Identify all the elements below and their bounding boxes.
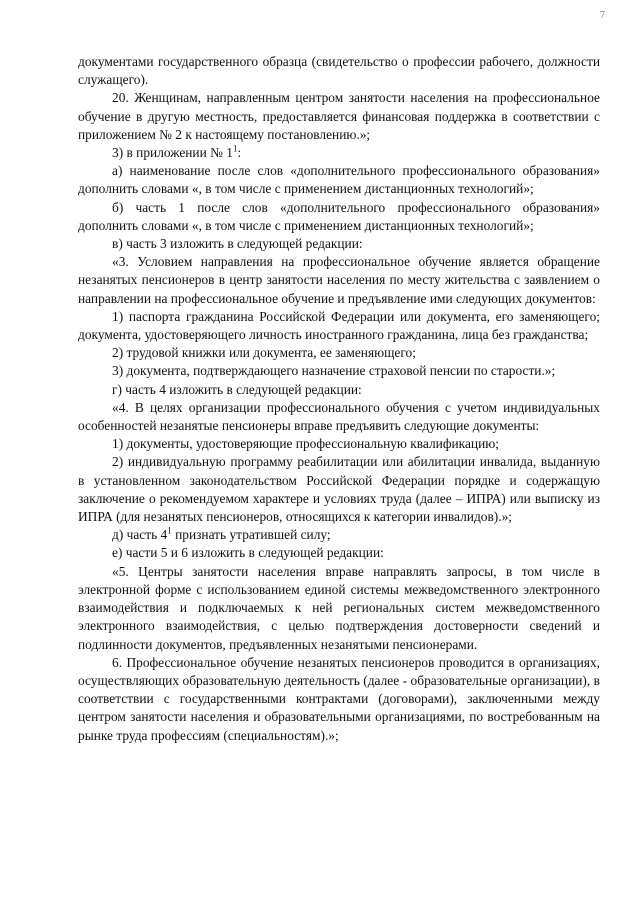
- footnote-superscript: 1: [167, 525, 172, 536]
- paragraph-item-a: а) наименование после слов «дополнительного профессионального образования» дополнить словами «, в том числе с применением дистанционных технологий»;: [78, 163, 600, 197]
- appendix-colon: :: [237, 145, 242, 161]
- page-corner-mark: 7: [600, 10, 605, 21]
- paragraph-doc-3: 3) документа, подтверждающего назначение страховой пенсии по старости.»;: [112, 363, 556, 379]
- paragraph-20: 20. Женщинам, направленным центром занятости населения на профессиональное обучение в другую местность, предоставляется финансовая поддержка в соответствии с приложением № 2 к настоящему постановлению.»;: [78, 90, 600, 142]
- paragraph-item-b: б) часть 1 после слов «дополнительного профессионального образования» дополнить словами «, в том числе с применением дистанционных технологий»;: [78, 199, 600, 233]
- paragraph-appendix-1: [78, 144, 600, 162]
- paragraph-item-g: г) часть 4 изложить в следующей редакции:: [112, 381, 362, 397]
- paragraph-part-6: 6. Профессиональное обучение незанятых пенсионеров проводится в организациях, осуществляющих образовательную деятельность (далее - образовательные организации), в соответствии с государственными контрактами (договорами), заключенными между центром занятости населения и образовательными организациями, по востребованным на рынке труда профессиям (специальностям).»;: [78, 654, 600, 743]
- paragraph-item-v: в) часть 3 изложить в следующей редакции:: [112, 236, 363, 252]
- paragraph-continuation: документами государственного образца (свидетельство о профессии рабочего, должности служащего).: [78, 54, 600, 88]
- footnote-superscript: 1: [232, 143, 238, 154]
- paragraph-part-5: «5. Центры занятости населения вправе направлять запросы, в том числе в электронной форме с использованием единой системы межведомственного электронного взаимодействия и подключаемых к ней региональных систем межведомственного электронного взаимодействия, с целью подтверждения достоверности сведений и подлинности документов, предъявленных незанятыми пенсионерами.: [78, 563, 600, 652]
- item-d-rest: признать утратившей силу;: [171, 527, 331, 543]
- paragraph-doc-1: 1) паспорта гражданина Российской Федерации или документа, его заменяющего; документа, удостоверяющего личность иностранного гражданина, лица без гражданства;: [78, 308, 600, 343]
- paragraph-part-4-doc-2: 2) индивидуальную программу реабилитации или абилитации инвалида, выданную в установленном законодательством Российской Федерации порядке и содержащую заключение о рекомендуемом характере и условиях труда (далее – ИПРА) или выписку из ИПРА (для незанятых пенсионеров, относящихся к категории инвалидов).»;: [78, 454, 600, 525]
- item-d-text: д) часть 4: [112, 527, 168, 543]
- document-body: [78, 53, 600, 745]
- appendix-text: 3) в приложении № 1: [112, 145, 233, 161]
- paragraph-item-e: е) части 5 и 6 изложить в следующей редакции:: [112, 545, 384, 561]
- paragraph-part-4-doc-1: 1) документы, удостоверяющие профессиональную квалификацию;: [112, 436, 499, 452]
- paragraph-doc-2: 2) трудовой книжки или документа, ее заменяющего;: [112, 345, 416, 361]
- paragraph-part-4: «4. В целях организации профессионального обучения с учетом индивидуальных особенностей незанятые пенсионеры вправе предъявить следующие документы:: [78, 399, 600, 434]
- paragraph-item-d: [78, 526, 600, 544]
- paragraph-part-3: «3. Условием направления на профессиональное обучение является обращение незанятых пенсионеров в центр занятости населения по месту жительства с заявлением о направлении на профессиональное обучение и предъявление ими следующих документов:: [78, 254, 600, 306]
